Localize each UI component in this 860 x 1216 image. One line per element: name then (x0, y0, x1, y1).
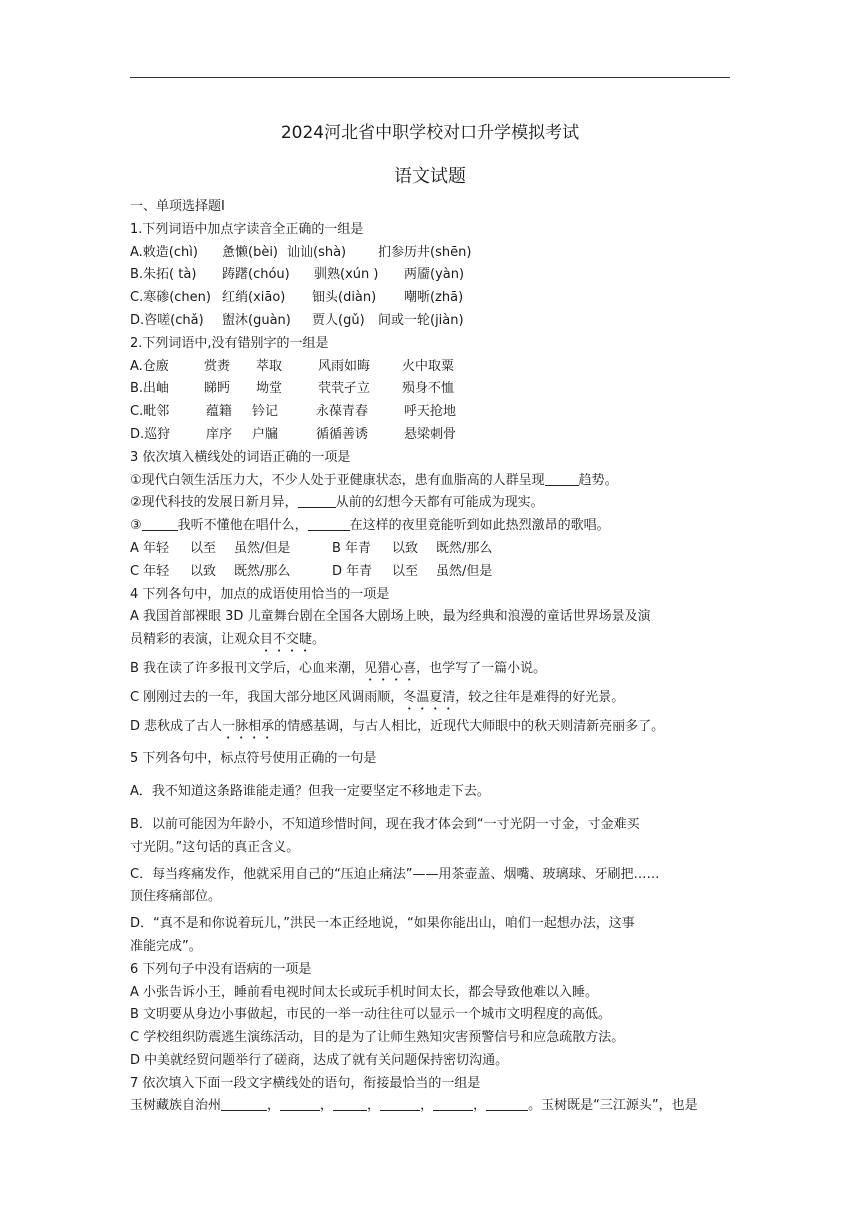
q2d-w2: 庠序 (206, 426, 233, 442)
q7-blank-1 (221, 1096, 267, 1111)
q2c-w2: 蕴籍 (206, 404, 233, 420)
q3-item3-pre: ③ (130, 518, 142, 534)
q5-option-b-line2: 寸光阴。”这句话的真正含义。 (130, 839, 300, 855)
q2d-w3: 户牖 (252, 426, 279, 442)
q7-post: 玉树既是“三江源头”，也是 (541, 1098, 698, 1114)
q4b-pre: B 我在读了许多报刊文学后，心血来潮， (130, 660, 365, 676)
q2d-w4: 循循善诱 (316, 426, 369, 442)
q7-passage (130, 1095, 734, 1118)
q3a-w1: A 年轻 (130, 540, 170, 556)
q3-item1-blank (545, 471, 579, 486)
section-heading: 一、单项选择题Ⅰ (130, 199, 225, 214)
q6-option-a: A 小张告诉小王，睡前看电视时间太长或玩手机时间太长，都会导致他难以入睡。 (130, 984, 599, 1000)
q2c-w4: 永葆青春 (316, 404, 369, 420)
q5-option-d-line2: 准能完成”。 (130, 938, 202, 954)
q1d-w2: 盥沐(guàn) (222, 312, 291, 328)
q3-item-3 (130, 515, 734, 538)
q1a-w1: A.敕造(chì) (130, 244, 198, 260)
q1c-w2: 红绡(xiāo) (222, 290, 286, 306)
q1-option-a (130, 242, 734, 265)
q1d-w4: 间或一轮(jiàn) (378, 312, 464, 328)
q4d-post: 的情感基调，与古人相比，近现代大师眼中的秋天则清新亮丽多了。 (274, 718, 665, 734)
q2b-w3: 坳堂 (256, 381, 283, 397)
q2a-w2: 赏赉 (204, 358, 231, 374)
q6-option-b: B 文明要从身边小事做起，市民的一举一动往往可以显示一个城市文明程度的高低。 (130, 1007, 612, 1023)
q1b-w4: 两靥(yàn) (404, 267, 465, 283)
q7-blank-2 (280, 1096, 320, 1111)
q3d-w2: 以至 (392, 563, 419, 579)
q4c-idiom: 冬温夏清 (403, 689, 456, 705)
q2-option-c (130, 401, 734, 424)
q2b-w2: 睇眄 (204, 381, 231, 397)
q4-option-a-line1: A 我国首部裸眼 3D 儿童舞台剧在全国各大剧场上映，最为经典和浪漫的童话世界场景及演 (130, 609, 651, 625)
q2b-w4: 茕茕孑立 (318, 381, 371, 397)
q3-options-cd (130, 561, 734, 584)
q3b-w2: 以致 (392, 540, 419, 556)
question-1-stem: 1.下列词语中加点字读音全正确的一组是 (130, 221, 364, 237)
q1-option-c (130, 287, 734, 310)
q4-option-a-line2 (130, 629, 734, 652)
q1-option-d (130, 310, 734, 333)
q1d-w1: D.咨嗟(chǎ) (130, 312, 204, 328)
q3-item3-blank1 (142, 516, 178, 531)
q4b-post: ，也学写了一篇小说。 (416, 660, 547, 676)
q3-item2-post: 从前的幻想今天都有可能成为现实。 (335, 495, 544, 511)
q3-item2-pre: ②现代科技的发展日新月异， (130, 495, 298, 511)
q1b-w1: B.朱拓( tà) (130, 267, 197, 283)
q1-option-b (130, 264, 734, 287)
q3-item-1 (130, 470, 734, 493)
q3-item3-post: 在这样的夜里竟能听到如此热烈激昂的歌唱。 (349, 518, 610, 534)
q3a-w2: 以至 (190, 540, 217, 556)
q5-option-c-line2: 顶住疼痛部位。 (130, 889, 222, 905)
q2c-w1: C.毗邻 (130, 404, 170, 420)
q2c-w3: 钤记 (252, 404, 279, 420)
q2b-w5: 殒身不恤 (402, 381, 455, 397)
q5-option-c-line1: C．每当疼痛发作，他就采用自己的“压迫止痛法”——用茶壶盖、烟嘴、玻璃球、牙刷把…… (130, 866, 660, 882)
q4c-post: ，较之往年是难得的好光景。 (455, 689, 625, 705)
q1a-w3: 讪讪(shà) (287, 244, 347, 260)
q2-option-a (130, 356, 734, 379)
q7-blank-6 (486, 1096, 528, 1111)
q7-sep-5: ， (473, 1098, 487, 1114)
q3-item3-mid: 我听不懂他在唱什么， (177, 518, 308, 534)
q3-item2-blank (298, 493, 336, 508)
question-6-stem: 6 下列句子中没有语病的一项是 (130, 961, 312, 977)
q2d-w5: 悬梁刺骨 (404, 426, 457, 442)
q3b-w1: B 年青 (332, 540, 372, 556)
q3-item1-post: 趋势。 (578, 472, 618, 488)
q1c-w1: C.寒碜(chen) (130, 290, 211, 306)
q7-sep-2: ， (320, 1098, 334, 1114)
q3-options-ab (130, 538, 734, 561)
q4b-idiom: 见猎心喜 (364, 660, 417, 676)
q1c-w3: 钿头(diàn) (312, 290, 377, 306)
q3c-w1: C 年轻 (130, 563, 170, 579)
q3c-w3: 既然/那么 (234, 563, 291, 579)
q1d-w3: 贾人(gǔ) (312, 312, 365, 328)
question-2-stem: 2.下列词语中,没有错别字的一组是 (130, 335, 329, 351)
q1a-w2: 惫懒(bèi) (222, 244, 279, 260)
q2d-w1: D.巡狩 (130, 426, 171, 442)
exam-title: 2024河北省中职学校对口升学模拟考试 (280, 123, 580, 143)
q2-option-d (130, 424, 734, 447)
q2a-w3: 萃取 (256, 358, 283, 374)
question-5-stem: 5 下列各句中，标点符号使用正确的一句是 (130, 751, 377, 767)
q7-blank-4 (380, 1096, 420, 1111)
q6-option-d: D 中美就经贸问题举行了磋商，达成了就有关问题保持密切沟通。 (130, 1052, 509, 1068)
q3d-w1: D 年青 (332, 563, 373, 579)
q3-item1-pre: ①现代白领生活压力大，不少人处于亚健康状态，患有血脂高的人群呈现 (130, 472, 545, 488)
q7-blank-3 (333, 1096, 367, 1111)
question-content (130, 196, 734, 1118)
q7-end: 。 (528, 1098, 542, 1114)
q7-blank-5 (433, 1096, 473, 1111)
q5-option-a: A．我不知道这条路谁能走通？但我一定要坚定不移地走下去。 (130, 784, 490, 800)
q3-item-2 (130, 492, 734, 515)
q3-item3-blank2 (308, 516, 350, 531)
question-7-stem: 7 依次填入下面一段文字横线处的语句，衔接最恰当的一组是 (130, 1075, 481, 1091)
q2a-w5: 火中取粟 (402, 358, 455, 374)
q1c-w4: 嘲哳(zhā) (404, 290, 464, 306)
q4d-pre: D 悲秋成了古人 (130, 718, 223, 734)
q7-pre: 玉树藏族自治州 (130, 1098, 222, 1114)
question-3-stem: 3 依次填入横线处的词语正确的一项是 (130, 449, 351, 465)
q1a-w4: 扪参历井(shēn) (378, 244, 472, 260)
q2c-w5: 呼天抢地 (404, 404, 457, 420)
q2a-w4: 风雨如晦 (318, 358, 371, 374)
q2a-w1: A.仓廒 (130, 358, 169, 374)
q1b-w3: 驯熟(xún ) (314, 267, 379, 283)
q4d-idiom: 一脉相承 (222, 718, 275, 734)
header-rule (130, 77, 730, 78)
q6-option-c: C 学校组织防震逃生演练活动，目的是为了让师生熟知灾害预警信号和应急疏散方法。 (130, 1030, 625, 1046)
q4-option-b (130, 658, 734, 681)
q4-option-c (130, 687, 734, 710)
q7-sep-4: ， (420, 1098, 434, 1114)
q5-option-d-line1: D．“真不是和你说着玩儿，”洪民一本正经地说，“如果你能出山，咱们一起想办法，这事 (130, 916, 635, 932)
q3b-w3: 既然/那么 (436, 540, 493, 556)
q4a-idiom: 目不交睫 (260, 632, 313, 648)
q4a-post: 。 (312, 632, 326, 648)
q2-option-b (130, 378, 734, 401)
exam-subtitle: 语文试题 (394, 166, 466, 187)
q5-option-b-line1: B．以前可能因为年龄小，不知道珍惜时间，现在我才体会到“一寸光阴一寸金，寸金难买 (130, 816, 640, 832)
q3a-w3: 虽然/但是 (234, 540, 291, 556)
q7-sep-3: ， (367, 1098, 381, 1114)
q7-sep-1: ， (267, 1098, 281, 1114)
q4c-pre: C 刚刚过去的一年，我国大部分地区风调雨顺， (130, 689, 404, 705)
q4-option-d (130, 716, 734, 739)
q4a-pre: 员精彩的表演，让观众 (130, 632, 261, 648)
q1b-w2: 踌躇(chóu) (222, 267, 290, 283)
q2b-w1: B.出岫 (130, 381, 170, 397)
question-4-stem: 4 下列各句中，加点的成语使用恰当的一项是 (130, 586, 390, 602)
q3c-w2: 以致 (190, 563, 217, 579)
q3d-w3: 虽然/但是 (436, 563, 493, 579)
